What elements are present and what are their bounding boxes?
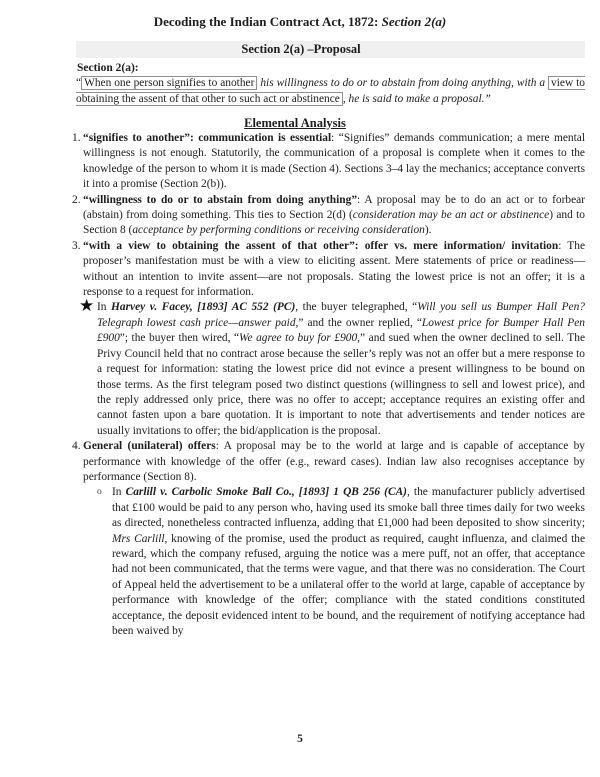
text-run: “signifies to another”: communication is essential	[83, 132, 332, 144]
statute-quote	[76, 76, 585, 107]
text-run: ).	[424, 224, 432, 237]
list-item-willingness	[72, 193, 585, 239]
text-run: We agree to buy for £900,	[239, 332, 361, 345]
case-note-harvey	[79, 296, 585, 439]
text-run: , knowing of the promise, used the product as required, caught influenza, and claimed the reward, which the company refused, arguing the notice was a mere puff, not an offer, that acceptance had not been communicated, that the terms were vague, and that there was no consideration. The Court of Appeal held the advertisement to be a unilateral offer to the world at large, capable of acceptance by performance with knowledge of the offer; compliance with the stated conditions constituted acceptance, the deposit evidenced intent to be bound, and the requirement of notifying acceptance had been waived by	[112, 532, 586, 637]
text-run: ,	[342, 93, 349, 105]
text-run: General (unilateral) offers	[83, 440, 216, 453]
text-run: Carlill v. Carbolic Smoke Ball Co., [1893] 1 QB 256 (CA)	[125, 486, 407, 499]
elemental-analysis-label: Elemental Analysis	[244, 115, 346, 130]
section-label: Section 2(a):	[77, 62, 139, 74]
page-number: 5	[297, 733, 303, 745]
text-run: Mrs Carlill	[112, 532, 165, 545]
document-title	[15, 14, 585, 30]
list-item-assent-text	[83, 239, 585, 301]
text-run: acceptance by performing conditions or receiving consideration	[132, 224, 425, 237]
text-run: consideration may be an act or abstinence	[352, 209, 550, 222]
list-marker-3: 3.	[72, 239, 81, 252]
list-item-general-offers	[72, 439, 585, 485]
text-run: Decoding the Indian Contract Act, 1872:	[153, 14, 382, 29]
text-run: : A proposal may be to do an act or to forbear (abstain) from doing something. This ties to Section 2(d) (	[83, 193, 585, 222]
list-item-assent	[72, 239, 585, 301]
list-marker-2: 2.	[72, 193, 81, 206]
section-banner	[76, 41, 585, 58]
case-note-carlill	[95, 485, 585, 639]
section-banner-label: Section 2(a) –Proposal	[241, 42, 361, 56]
list-item-signifies-text	[83, 131, 585, 193]
text-run: he is said to make a proposal.”	[348, 93, 491, 105]
case-note-carlill-text	[112, 485, 585, 639]
text-run: “with a view to obtaining the assent of that other”: offer vs. mere information/ invitation	[83, 239, 559, 252]
text-run: , the manufacturer publicly advertised that £100 would be paid to any person who, having used its smoke ball three times daily for two weeks as directed, nonetheless contracted influenza, adding that £1,000 had been deposited to show sincerity;	[112, 486, 585, 530]
circle-bullet-icon: o	[97, 487, 102, 498]
text-run: , the buyer telegraphed, “	[295, 301, 418, 314]
text-run: “willingness to do or to abstain from doing anything”	[83, 193, 358, 206]
text-run: Will you sell us Bumper Hall Pen? Telegraph lowest cash price—answer paid,	[97, 301, 585, 329]
text-run: ” and the owner replied, “	[298, 316, 422, 329]
elemental-analysis-heading	[75, 116, 515, 131]
list-marker-1: 1.	[72, 132, 81, 144]
text-run: When one person signifies to another	[81, 76, 257, 90]
text-run: “	[76, 77, 82, 90]
text-run: ” and sued when the owner declined to sell. The Privy Council held that no contract arose because the seller’s reply was not an offer but a mere response to a request for information: stating the lowest price did not evince a present willingness to be bound on those terms. As the first telegram posed two distinct questions (willingness to sell and lowest price), and the reply addressed only price, there was no offer to accept; acceptance requires an existing offer and cannot fasten upon a bare quotation. It is important to note that advertisements and tender notices are usually invitations to offer; the bid/application is the proposal.	[97, 332, 585, 437]
text-run: view to obtaining the assent of that other to such act or abstinence	[76, 77, 585, 105]
text-run: : “Signifies” demands communication; a mere mental willingness is not enough. Statutorily, the communication of a proposal is complete when it comes to the knowledge of the person to whom it is made (Section 4). Sections 3–4 lay the mechanics; acceptance converts it into a promise (Section 2(b)).	[83, 132, 585, 191]
list-item-general-offers-text	[83, 439, 585, 485]
text-run: ”; the buyer then wired, “	[119, 332, 240, 345]
text-run: ) and to Section 8 (	[83, 209, 585, 237]
list-item-signifies	[72, 131, 585, 193]
case-note-harvey-text	[97, 300, 585, 439]
list-marker-4: 4.	[72, 440, 81, 453]
list-item-willingness-text	[83, 193, 585, 239]
text-run: : A proposal may be to the world at large and is capable of acceptance by performance with knowledge of the offer (e.g., reward cases). Indian law also recognises acceptance by performance (Section 8).	[83, 440, 585, 483]
text-run: In	[112, 486, 126, 499]
text-run: his willingness to do or to abstain from doing anything, with a	[257, 77, 549, 90]
text-run: In	[97, 301, 112, 314]
text-run: Harvey v. Facey, [1893] AC 552 (PC)	[111, 301, 296, 314]
text-run: Lowest price for Bumper Hall Pen £900	[97, 316, 585, 345]
text-run: : The proposer’s manifestation must be with a view to eliciting assent. Mere statements of price or readiness—without an intention to invite assent—are not proposals. Stating the lowest price is not an offer; it is a response to a request for information.	[83, 239, 586, 299]
star-icon: ★	[79, 296, 95, 316]
text-run: Section 2(a)	[381, 14, 447, 29]
